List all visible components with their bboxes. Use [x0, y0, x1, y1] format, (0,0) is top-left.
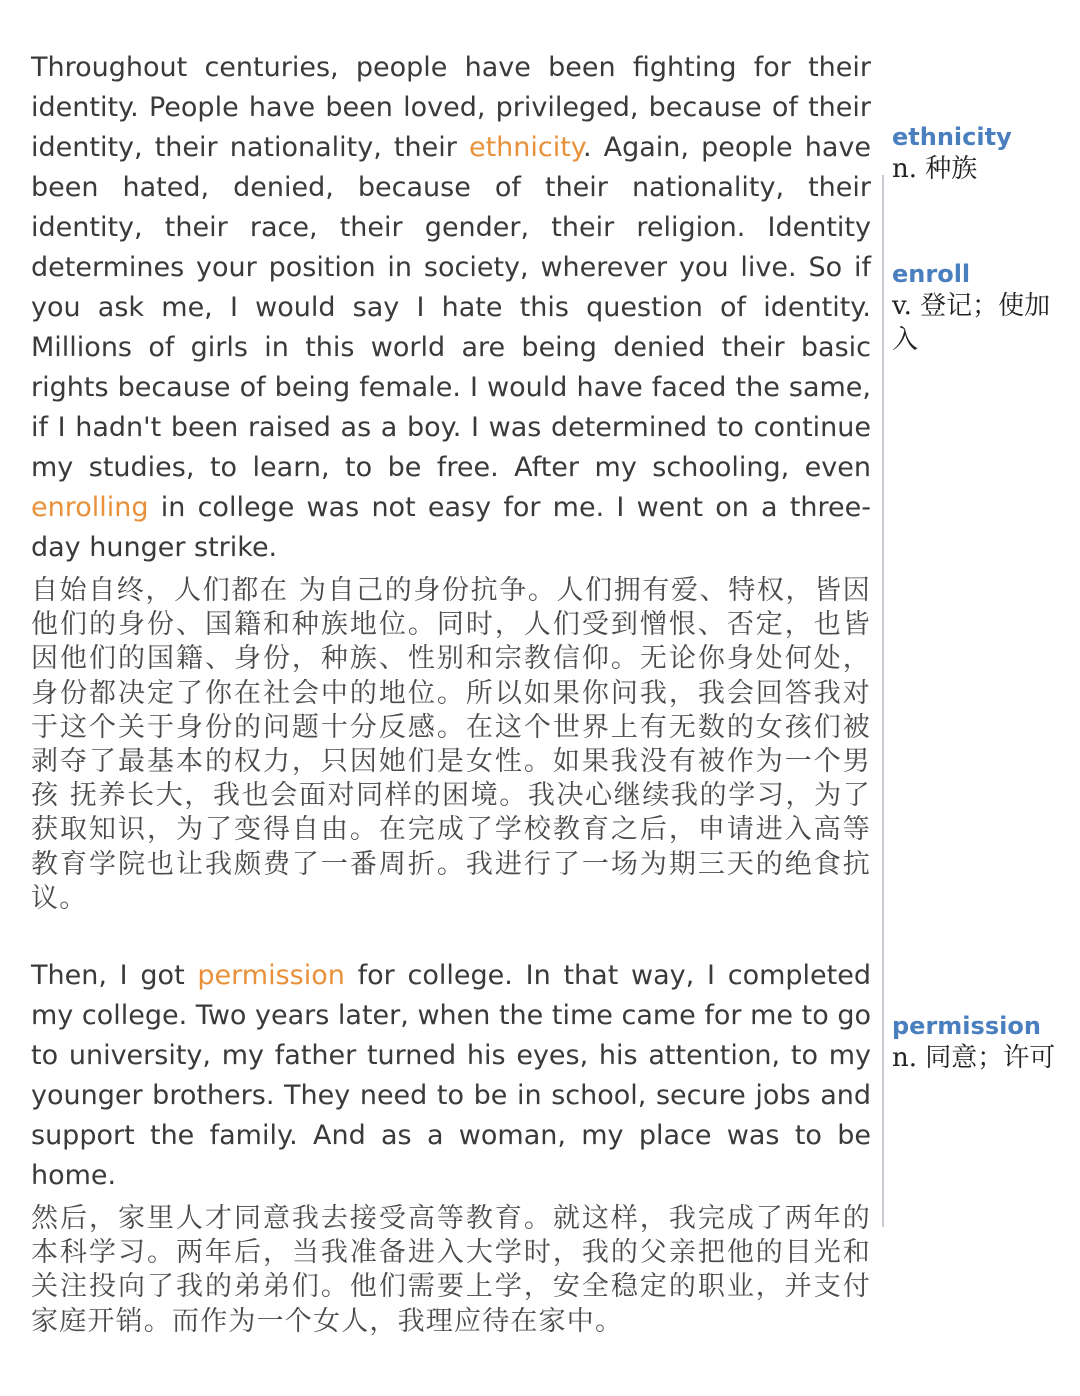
paragraph-1-text-a: Throughout centuries, people have been fighting for their identity. People have been loved, privileged, because of their identity, their nationality, their [31, 52, 871, 163]
glossary-definition: v. 登记；使加入 [892, 291, 1051, 355]
paragraph-2-text-a: Then, I got [31, 960, 198, 991]
paragraph-1-text-b: . Again, people have been hated, denied, because of their nationality, their identity, their race, their gender, their religion. Identity determines your position in society, wherever you live. So if you ask me, I would say I hate this question of identity. Millions of girls in this world are being denied their basic rights because of being female. I would have faced the same, if I hadn't been raised as a boy. I was determined to continue my studies, to learn, to be free. After my schooling, even [31, 132, 871, 483]
paragraph-1-chinese: 自始自终，人们都在 为自己的身份抗争。人们拥有爱、特权，皆因他们的身份、国籍和种族地位。同时，人们受到憎恨、否定，也皆因他们的国籍、身份，种族、性别和宗教信仰。无论你身处何处，身份都决定了你在社会中的地位。所以如果你问我，我会回答我对于这个关于身份的问题十分反感。在这个世界上有无数的女孩们被剥夺了最基本的权力，只因她们是女性。如果我没有被作为一个男孩 抚养长大，我也会面对同样的困境。我决心继续我的学习，为了获取知识，为了变得自由。在完成了学校教育之后，申请进入高等教育学院也让我颇费了一番周折。我进行了一场为期三天的绝食抗议。 [31, 575, 871, 914]
glossary-definition: n. 同意；许可 [892, 1043, 1056, 1073]
glossary-word: permission [892, 1012, 1041, 1040]
column-divider [882, 175, 884, 1227]
highlight-word-ethnicity: ethnicity [468, 132, 583, 163]
glossary-entry-ethnicity [892, 122, 1067, 186]
paragraph-1-text-c: in college was not easy for me. I went on a three-day hunger strike. [31, 492, 871, 563]
paragraph-2-text-b: for college. In that way, I completed my college. Two years later, when the time came for me to go to university, my father turned his eyes, his attention, to my younger brothers. They need to be in school, secure jobs and support the family. And as a woman, my place was to be home. [31, 960, 871, 1191]
paragraph-1-english [31, 48, 871, 568]
highlight-word-enrolling: enrolling [31, 492, 149, 523]
glossary-entry-permission [892, 1011, 1067, 1075]
paragraph-2-chinese: 然后，家里人才同意我去接受高等教育。就这样，我完成了两年的本科学习。两年后，当我准备进入大学时，我的父亲把他的目光和关注投向了我的弟弟们。他们需要上学，安全稳定的职业，并支付家庭开销。而作为一个女人，我理应待在家中。 [31, 1203, 871, 1337]
glossary-definition: n. 种族 [892, 154, 978, 184]
paragraph-2-english [31, 956, 871, 1196]
glossary-word: ethnicity [892, 123, 1012, 151]
glossary-word: enroll [892, 260, 971, 288]
glossary-entry-enroll [892, 259, 1067, 357]
highlight-word-permission: permission [197, 960, 345, 991]
